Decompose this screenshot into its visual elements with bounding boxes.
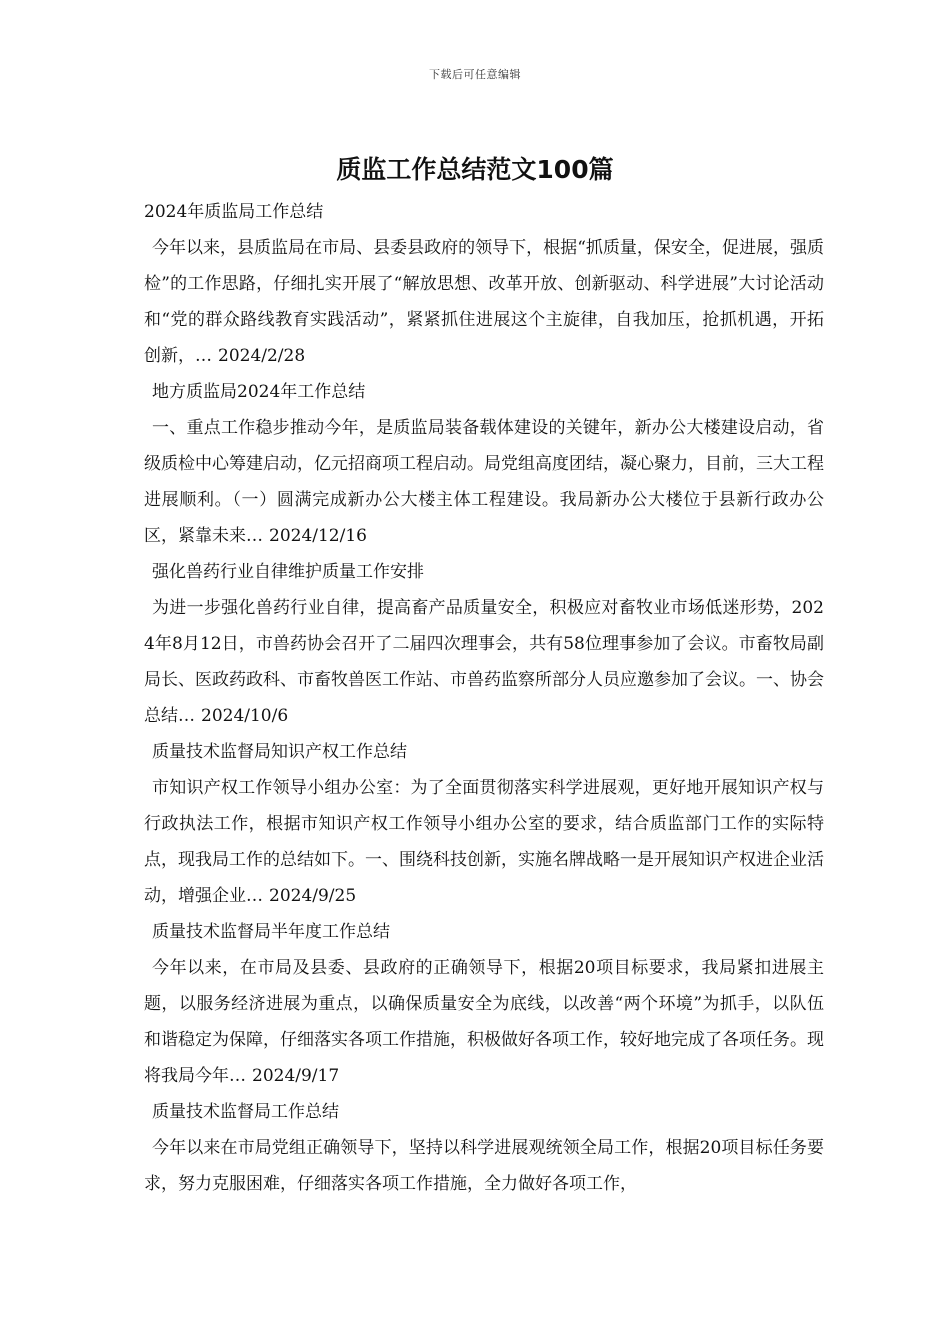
entry-body	[144, 770, 824, 914]
entry-heading: 质量技术监督局工作总结	[152, 1102, 339, 1122]
entry-2	[144, 374, 824, 554]
entry-body	[144, 230, 824, 374]
entry-text: 今年以来，县质监局在市局、县委县政府的领导下，根据“抓质量，保安全，促进展，强质检”的工作思路，仔细扎实开展了“解放思想、改革开放、创新驱动、科学进展”大讨论活动和“党的群众路线教育实践活动”，紧紧抓住进展这个主旋律，自我加压，抢抓机遇，开拓创新，…	[144, 238, 824, 366]
entry-heading: 地方质监局2024年工作总结	[152, 382, 366, 402]
entry-5	[144, 914, 824, 1094]
entry-text: 今年以来，在市局及县委、县政府的正确领导下，根据20项目标要求，我局紧扣进展主题，以服务经济进展为重点，以确保质量安全为底线，以改善“两个环境”为抓手，以队伍和谐稳定为保障，仔细落实各项工作措施，积极做好各项工作，较好地完成了各项任务。现将我局今年…	[144, 958, 824, 1086]
entry-text: 一、重点工作稳步推动今年，是质监局装备载体建设的关键年，新办公大楼建设启动，省级质检中心筹建启动，亿元招商项工程启动。局党组高度团结，凝心聚力，目前，三大工程进展顺利。（一）圆满完成新办公大楼主体工程建设。我局新办公大楼位于县新行政办公区，紧靠未来…	[144, 418, 824, 546]
entry-heading: 2024年质监局工作总结	[144, 202, 324, 222]
entry-body	[144, 590, 824, 734]
entry-date: 2024/2/28	[218, 346, 306, 366]
entry-text: 市知识产权工作领导小组办公室：为了全面贯彻落实科学进展观，更好地开展知识产权与行政执法工作，根据市知识产权工作领导小组办公室的要求，结合质监部门工作的实际特点，现我局工作的总结如下。一、围绕科技创新，实施名牌战略一是开展知识产权进企业活动，增强企业…	[144, 778, 824, 906]
document-content	[144, 194, 824, 1202]
entry-6	[144, 1094, 824, 1202]
entry-date: 2024/10/6	[201, 706, 289, 726]
entry-heading: 强化兽药行业自律维护质量工作安排	[152, 562, 424, 582]
entry-date: 2024/9/25	[269, 886, 357, 906]
entry-body	[144, 1130, 824, 1202]
entry-3	[144, 554, 824, 734]
document-title: 质监工作总结范文100篇	[336, 155, 614, 184]
entry-body	[144, 410, 824, 554]
entry-body	[144, 950, 824, 1094]
entry-heading: 质量技术监督局知识产权工作总结	[152, 742, 407, 762]
entry-date: 2024/9/17	[252, 1066, 340, 1086]
entry-text: 今年以来在市局党组正确领导下，坚持以科学进展观统领全局工作，根据20项目标任务要求，努力克服困难，仔细落实各项工作措施，全力做好各项工作，	[144, 1138, 824, 1194]
header-note: 下载后可任意编辑	[429, 68, 521, 81]
entry-heading: 质量技术监督局半年度工作总结	[152, 922, 390, 942]
entry-4	[144, 734, 824, 914]
entry-1	[144, 194, 824, 374]
entry-date: 2024/12/16	[269, 526, 367, 546]
entry-text: 为进一步强化兽药行业自律，提高畜产品质量安全，积极应对畜牧业市场低迷形势，2024年8月12日，市兽药协会召开了二届四次理事会，共有58位理事参加了会议。市畜牧局副局长、医政药政科、市畜牧兽医工作站、市兽药监察所部分人员应邀参加了会议。一、协会总结…	[144, 598, 824, 726]
